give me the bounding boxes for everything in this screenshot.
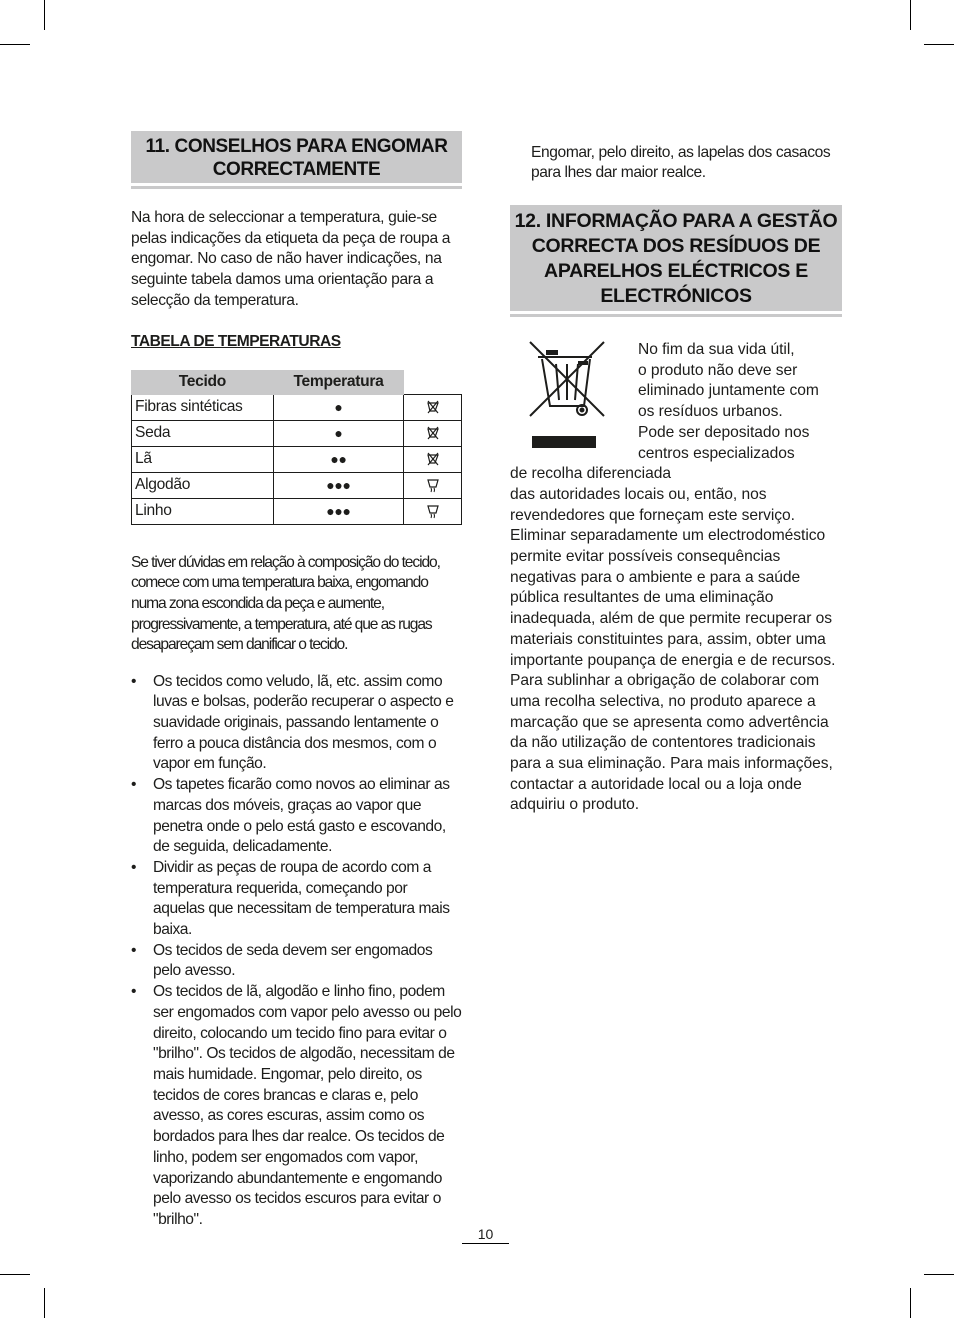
- section-12-title-line: APARELHOS ELÉCTRICOS E: [544, 260, 808, 282]
- bullet-mark: •: [131, 776, 137, 794]
- crop-mark: [910, 1288, 911, 1318]
- bullet-text: Os tapetes ficarão como novos ao eliminar as marcas dos móveis, graças ao vapor que penetra onde o pelo está gasto e escovando, de seguida, delicadamente.: [153, 776, 450, 856]
- fabric-cell: Algodão: [132, 472, 274, 498]
- left-column: [131, 131, 462, 1231]
- weee-line: eliminado juntamente com: [638, 382, 819, 400]
- fabric-cell: Seda: [132, 420, 274, 446]
- section-11-continuation: Engomar, pelo direito, as lapelas dos casacos para lhes dar maior realce.: [531, 143, 831, 182]
- table-header-blank: [404, 370, 462, 394]
- temperature-dots: ●●: [273, 446, 404, 472]
- section-12-title-line: 12. INFORMAÇÃO PARA A GESTÃO: [514, 210, 838, 232]
- iron-steam-icon: [404, 472, 462, 498]
- list-item: [131, 672, 462, 776]
- section-12-title-line: ELECTRÓNICOS: [600, 285, 752, 307]
- weee-line: centros especializados: [638, 444, 795, 462]
- weee-block: [510, 340, 842, 816]
- table-header-fabric: Tecido: [132, 370, 274, 394]
- list-item: [131, 858, 462, 941]
- table-row: [132, 472, 462, 498]
- temperature-table: [131, 370, 462, 525]
- weee-line: os resíduos urbanos.: [638, 403, 783, 421]
- temperature-dots: ●: [273, 420, 404, 446]
- bullet-mark: •: [131, 672, 137, 690]
- temperature-table-title: TABELA DE TEMPERATURAS: [131, 332, 341, 350]
- crop-mark: [924, 44, 954, 45]
- temperature-dots: ●: [273, 394, 404, 420]
- section-12-heading: [510, 205, 842, 314]
- table-header-temperature: Temperatura: [273, 370, 404, 394]
- crop-mark: [0, 1274, 30, 1275]
- ironing-tips-list: [131, 672, 462, 1231]
- bullet-mark: •: [131, 983, 137, 1001]
- iron-no-steam-icon: [404, 446, 462, 472]
- section-11-intro: Na hora de seleccionar a temperatura, guie-se pelas indicações da etiqueta da peça de roupa a engomar. No caso de não haver indicações, na seguinte tabela damos uma orientação para a selecção da temperatura.: [131, 209, 451, 309]
- bullet-mark: •: [131, 941, 137, 959]
- crop-mark: [910, 0, 911, 30]
- table-row: [132, 394, 462, 420]
- section-11-title-line: CORRECTAMENTE: [212, 159, 381, 180]
- crossed-out-bin-icon: [526, 340, 622, 460]
- weee-line: No fim da sua vida útil,: [638, 341, 795, 358]
- bullet-text: Os tecidos de seda devem ser engomados pelo avesso.: [153, 941, 433, 980]
- bullet-text: Dividir as peças de roupa de acordo com a temperatura requerida, começando por aquelas que necessitam de temperatura mais baixa.: [153, 858, 450, 939]
- section-11-heading: [131, 131, 462, 186]
- list-item: [131, 941, 462, 982]
- fabric-cell: Linho: [132, 498, 274, 524]
- list-item: [131, 982, 462, 1230]
- section-11-advice: Se tiver dúvidas em relação à composição do tecido, comece com uma temperatura baixa, engomando numa zona escondida da peça e aumente, progressivamente, a temperatura, até que as rugas desapareçam sem danificar o tecido.: [131, 553, 440, 654]
- table-row: [132, 420, 462, 446]
- weee-body-text: das autoridades locais ou, então, nos revendedores que forneçam este serviço. Eliminar separadamente um electrodoméstico permite evitar possíveis consequências negativas para o ambiente e para a saúde pública resultantes de uma eliminação inadequada, além de que permite recuperar os materiais constituintes para, assim, obter uma importante poupança de energia e de recursos. Para sublinhar a obrigação de colaborar com uma recolha selectiva, no produto aparece a marcação que se apresenta como advertência da não utilização de contentores tradicionais para a sua eliminação. Para mais informações, contactar a autoridade local ou a loja onde adquiriu o produto.: [510, 485, 836, 814]
- list-item: [131, 775, 462, 858]
- fabric-cell: Lã: [132, 446, 274, 472]
- fabric-cell: Fibras sintéticas: [132, 394, 274, 420]
- table-row: [132, 498, 462, 524]
- crop-mark: [44, 0, 45, 30]
- iron-steam-icon: [404, 498, 462, 524]
- temperature-dots: ●●●: [273, 498, 404, 524]
- weee-line: o produto não deve ser: [638, 361, 798, 379]
- section-11-title-line: 11. CONSELHOS PARA ENGOMAR: [145, 136, 448, 157]
- page-number: 10: [462, 1226, 509, 1244]
- iron-no-steam-icon: [404, 394, 462, 420]
- temperature-dots: ●●●: [273, 472, 404, 498]
- weee-line: Pode ser depositado nos: [638, 423, 810, 441]
- table-row: [132, 446, 462, 472]
- bullet-text: Os tecidos como veludo, lã, etc. assim como luvas e bolsas, poderão recuperar o aspecto e suavidade originais, passando lentamente o ferro a pouca distância dos mesmos, com o vapor em função.: [153, 672, 454, 773]
- iron-no-steam-icon: [404, 420, 462, 446]
- bullet-text: Os tecidos de lã, algodão e linho fino, podem ser engomados com vapor pelo avesso ou pelo direito, colocando um tecido fino para evitar o "brilho". Os tecidos de algodão, necessitam de mais humidade. Engomar, pelo direito, os tecidos de cores brancas e claras e, pelo avesso, as cores escuras, assim como os bordados para lhes dar realce. Os tecidos de linho, podem ser engomados com vapor, vaporizando abundantemente e engomando pelo avesso os tecidos escuros para evitar o "brilho".: [153, 983, 462, 1228]
- section-12-title-line: CORRECTA DOS RESÍDUOS DE: [531, 235, 821, 257]
- crop-mark: [44, 1288, 45, 1318]
- crop-mark: [0, 44, 30, 45]
- weee-line: de recolha diferenciada: [510, 465, 671, 483]
- right-column: [510, 127, 842, 816]
- crop-mark: [924, 1274, 954, 1275]
- bullet-mark: •: [131, 858, 137, 876]
